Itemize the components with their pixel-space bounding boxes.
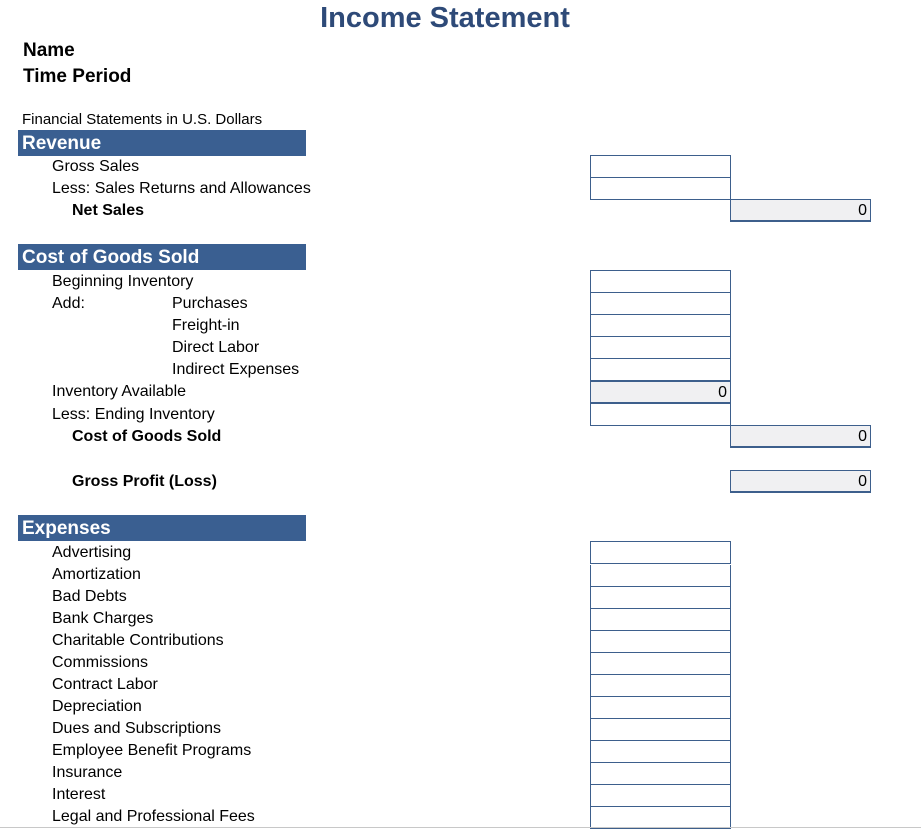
expense-input[interactable] — [590, 807, 731, 829]
time-period-label: Time Period — [23, 66, 132, 87]
expense-input[interactable] — [590, 719, 731, 741]
inventory-available-label: Inventory Available — [52, 383, 187, 400]
expense-label: Charitable Contributions — [52, 632, 224, 649]
sales-returns-input[interactable] — [590, 178, 731, 200]
ending-inventory-label: Less: Ending Inventory — [52, 406, 215, 423]
sheet-divider — [0, 827, 921, 828]
expense-label: Legal and Professional Fees — [52, 808, 255, 825]
net-sales-label: Net Sales — [72, 202, 145, 219]
expense-input[interactable] — [590, 763, 731, 785]
expense-input[interactable] — [590, 631, 731, 653]
expense-label: Amortization — [52, 566, 141, 583]
expense-label: Dues and Subscriptions — [52, 720, 221, 737]
cogs-header: Cost of Goods Sold — [18, 244, 306, 270]
name-label: Name — [23, 40, 75, 61]
indirect-expenses-input[interactable] — [590, 359, 731, 381]
expense-input[interactable] — [590, 541, 731, 564]
net-sales-total: 0 — [730, 199, 871, 222]
expense-input[interactable] — [590, 675, 731, 697]
expense-label: Bank Charges — [52, 610, 154, 627]
page-title: Income Statement — [320, 2, 570, 34]
expense-label: Employee Benefit Programs — [52, 742, 252, 759]
expense-label: Advertising — [52, 544, 132, 561]
add-label: Add: — [52, 295, 85, 312]
freight-in-label: Freight-in — [172, 317, 240, 334]
expense-label: Contract Labor — [52, 676, 158, 693]
inventory-available-value: 0 — [590, 381, 731, 404]
sales-returns-label: Less: Sales Returns and Allowances — [52, 180, 311, 197]
expense-input[interactable] — [590, 609, 731, 631]
expense-input[interactable] — [590, 587, 731, 609]
expense-input[interactable] — [590, 653, 731, 675]
expense-label: Depreciation — [52, 698, 142, 715]
ending-inventory-input[interactable] — [590, 403, 731, 426]
beginning-inventory-input[interactable] — [590, 270, 731, 293]
expense-input[interactable] — [590, 741, 731, 763]
revenue-header: Revenue — [18, 130, 306, 156]
direct-labor-label: Direct Labor — [172, 339, 260, 356]
gross-sales-label: Gross Sales — [52, 158, 140, 175]
gross-sales-input[interactable] — [590, 155, 731, 178]
expense-input[interactable] — [590, 565, 731, 587]
expenses-header: Expenses — [18, 515, 306, 541]
gross-profit-label: Gross Profit (Loss) — [72, 473, 217, 490]
purchases-label: Purchases — [172, 295, 248, 312]
beginning-inventory-label: Beginning Inventory — [52, 273, 194, 290]
freight-in-input[interactable] — [590, 315, 731, 337]
expense-input[interactable] — [590, 785, 731, 807]
expense-label: Commissions — [52, 654, 149, 671]
direct-labor-input[interactable] — [590, 337, 731, 359]
expense-label: Insurance — [52, 764, 123, 781]
purchases-input[interactable] — [590, 293, 731, 315]
cogs-total-label: Cost of Goods Sold — [72, 428, 222, 445]
indirect-expenses-label: Indirect Expenses — [172, 361, 300, 378]
gross-profit-total: 0 — [730, 470, 871, 493]
currency-note: Financial Statements in U.S. Dollars — [22, 111, 263, 128]
expense-input[interactable] — [590, 697, 731, 719]
expense-label: Bad Debts — [52, 588, 127, 605]
cogs-total: 0 — [730, 425, 871, 448]
expense-label: Interest — [52, 786, 106, 803]
